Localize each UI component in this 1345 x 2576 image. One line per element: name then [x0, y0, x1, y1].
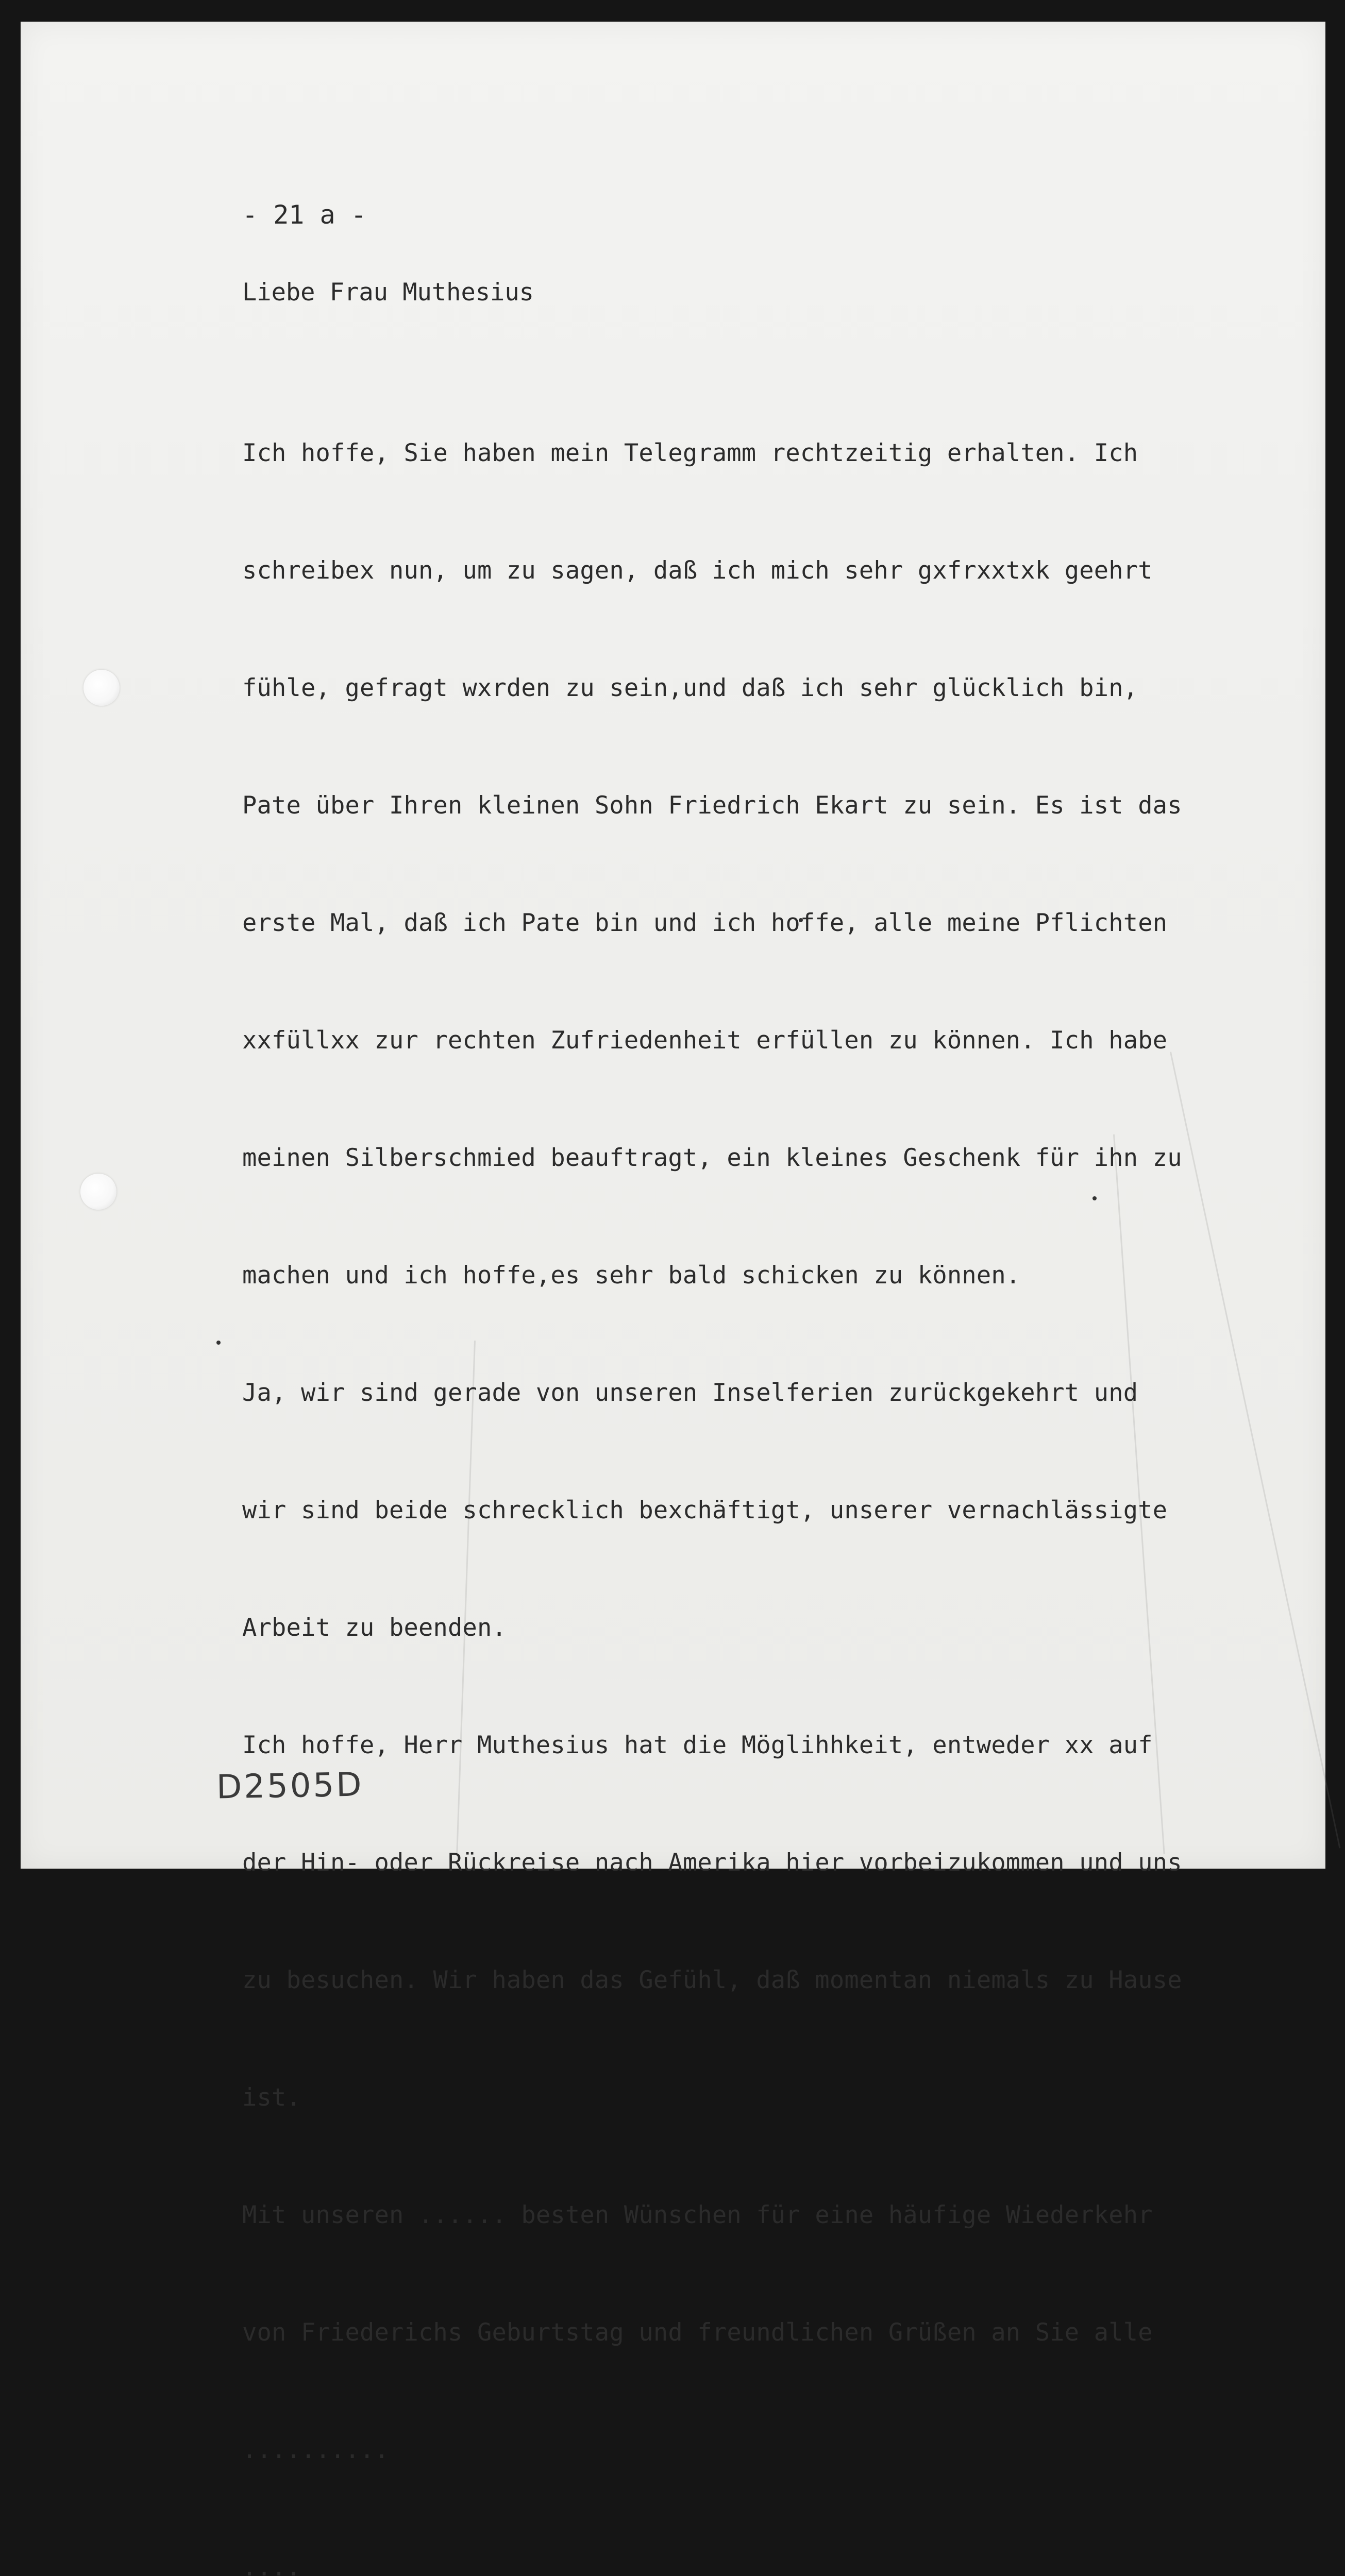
paper-crease [1170, 1052, 1340, 1848]
letter-line: Ja, wir sind gerade von unseren Inselferien zurückgekehrt und [242, 1379, 1138, 1407]
letter-line: xxfüllxx zur rechten Zufriedenheit erfüllen zu können. Ich habe [242, 1026, 1168, 1055]
salutation: Liebe Frau Muthesius [242, 278, 534, 307]
letter-line: .......... [242, 2436, 389, 2464]
letter-line: Arbeit zu beenden. [242, 1614, 507, 1642]
letter-line: Pate über Ihren kleinen Sohn Friedrich Ekart zu sein. Es ist das [242, 791, 1182, 820]
letter-line: Ich hoffe, Herr Muthesius hat die Möglihhkeit, entweder xx auf [242, 1731, 1153, 1759]
letter-line: von Friederichs Geburtstag und freundlichen Grüßen an Sie alle [242, 2318, 1153, 2347]
punch-hole-top [83, 670, 120, 706]
punch-hole-bottom [80, 1174, 116, 1210]
letter-body [242, 355, 1182, 2576]
letter-line: schreibex nun, um zu sagen, daß ich mich sehr gxfrxxtxk geehrt [242, 556, 1153, 585]
letter-line: zu besuchen. Wir haben das Gefühl, daß momentan niemals zu Hause [242, 1966, 1182, 1994]
letter-line: .... [242, 2553, 301, 2576]
page-number: - 21 a - [242, 200, 366, 230]
letter-line: meinen Silberschmied beauftragt, ein kleines Geschenk für ihn zu [242, 1144, 1182, 1172]
letter-line: erste Mal, daß ich Pate bin und ich hoffe, alle meine Pflichten [242, 909, 1168, 937]
letter-line: Mit unseren ...... besten Wünschen für eine häufige Wiederkehr [242, 2201, 1153, 2229]
archive-mark: D2505D [216, 1766, 364, 1807]
letter-line: ist. [242, 2083, 301, 2112]
ink-speck [216, 1341, 221, 1345]
letter-line: Ich hoffe, Sie haben mein Telegramm rechtzeitig erhalten. Ich [242, 439, 1138, 467]
letter-line: fühle, gefragt wxrden zu sein,und daß ich sehr glücklich bin, [242, 674, 1138, 702]
letter-line: machen und ich hoffe,es sehr bald schicken zu können. [242, 1261, 1021, 1290]
letter-line: der Hin- oder Rückreise nach Amerika hier vorbeizukommen und uns [242, 1849, 1182, 1877]
letter-line: wir sind beide schrecklich bexchäftigt, unserer vernachlässigte [242, 1496, 1168, 1524]
